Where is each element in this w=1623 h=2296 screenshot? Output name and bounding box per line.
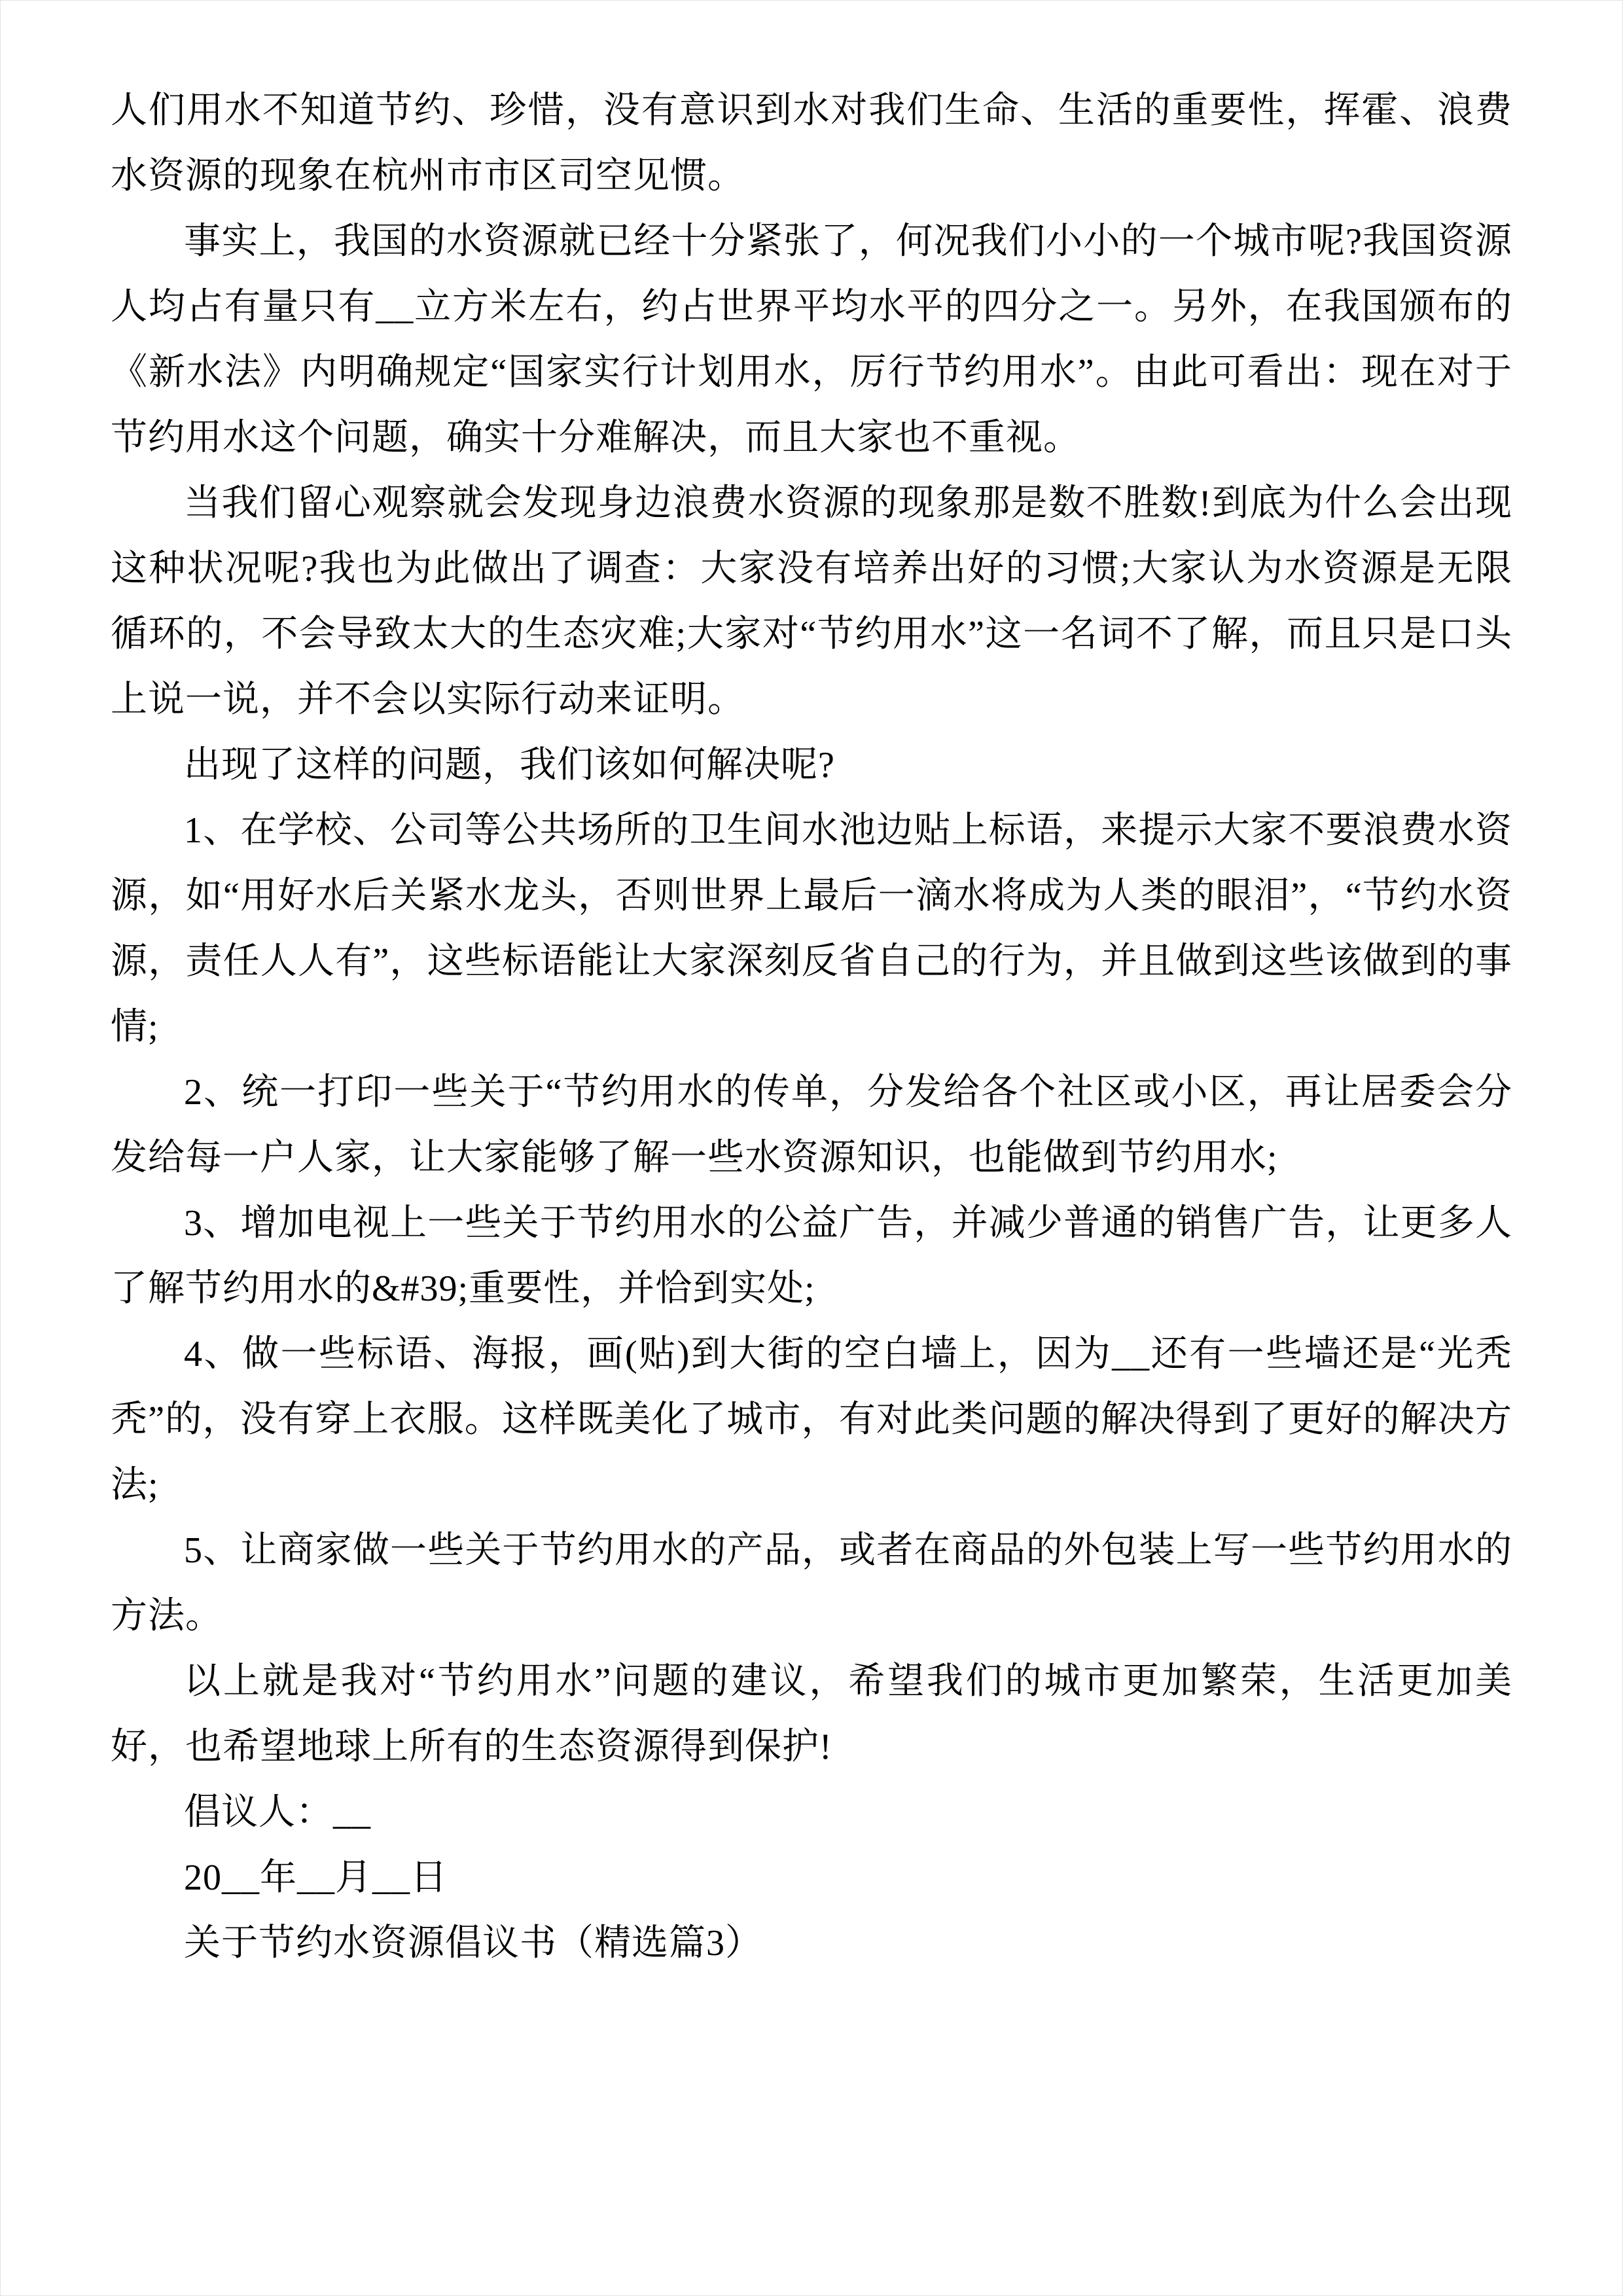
section-heading: 关于节约水资源倡议书（精选篇3） — [184, 1923, 762, 1964]
list-item-paragraph: 1、在学校、公司等公共场所的卫生间水池边贴上标语，来提示大家不要浪费水资源，如“用好水后关紧水龙头，否则世界上最后一滴水将成为人类的眼泪”，“节约水资源，责任人人有”，这些标语能让大家深刻反省自己的行为，并且做到这些该做到的事情; — [111, 810, 1512, 1047]
paragraph: 以上就是我对“节约用水”问题的建议，希望我们的城市更加繁荣，生活更加美好，也希望地球上所有的生态资源得到保护! — [111, 1661, 1512, 1767]
proposer-line: 倡议人：__ — [184, 1792, 371, 1833]
paragraph: 人们用水不知道节约、珍惜，没有意识到水对我们生命、生活的重要性，挥霍、浪费水资源的现象在杭州市市区司空见惯。 — [111, 90, 1512, 196]
paragraph: 出现了这样的问题，我们该如何解决呢? — [184, 745, 835, 785]
document-body — [111, 78, 1512, 1976]
list-item-paragraph: 2、统一打印一些关于“节约用水的传单，分发给各个社区或小区，再让居委会分发给每一户人家，让大家能够了解一些水资源知识，也能做到节约用水; — [111, 1072, 1512, 1178]
list-item-paragraph: 3、增加电视上一些关于节约用水的公益广告，并减少普通的销售广告，让更多人了解节约用水的&#39;重要性，并恰到实处; — [111, 1203, 1512, 1309]
list-item-paragraph: 5、让商家做一些关于节约用水的产品，或者在商品的外包装上写一些节约用水的方法。 — [111, 1530, 1512, 1636]
date-line: 20__年__月__日 — [184, 1857, 448, 1898]
list-item-paragraph: 4、做一些标语、海报，画(贴)到大街的空白墙上，因为__还有一些墙还是“光秃秃”的，没有穿上衣服。这样既美化了城市，有对此类问题的解决得到了更好的解决方法; — [111, 1334, 1512, 1505]
paragraph: 事实上，我国的水资源就已经十分紧张了，何况我们小小的一个城市呢?我国资源人均占有量只有__立方米左右，约占世界平均水平的四分之一。另外，在我国颁布的《新水法》内明确规定“国家实行计划用水，厉行节约用水”。由此可看出：现在对于节约用水这个问题，确实十分难解决，而且大家也不重视。 — [111, 221, 1512, 458]
paragraph: 当我们留心观察就会发现身边浪费水资源的现象那是数不胜数!到底为什么会出现这种状况呢?我也为此做出了调查：大家没有培养出好的习惯;大家认为水资源是无限循环的，不会导致太大的生态灾难;大家对“节约用水”这一名词不了解，而且只是口头上说一说，并不会以实际行动来证明。 — [111, 483, 1512, 720]
